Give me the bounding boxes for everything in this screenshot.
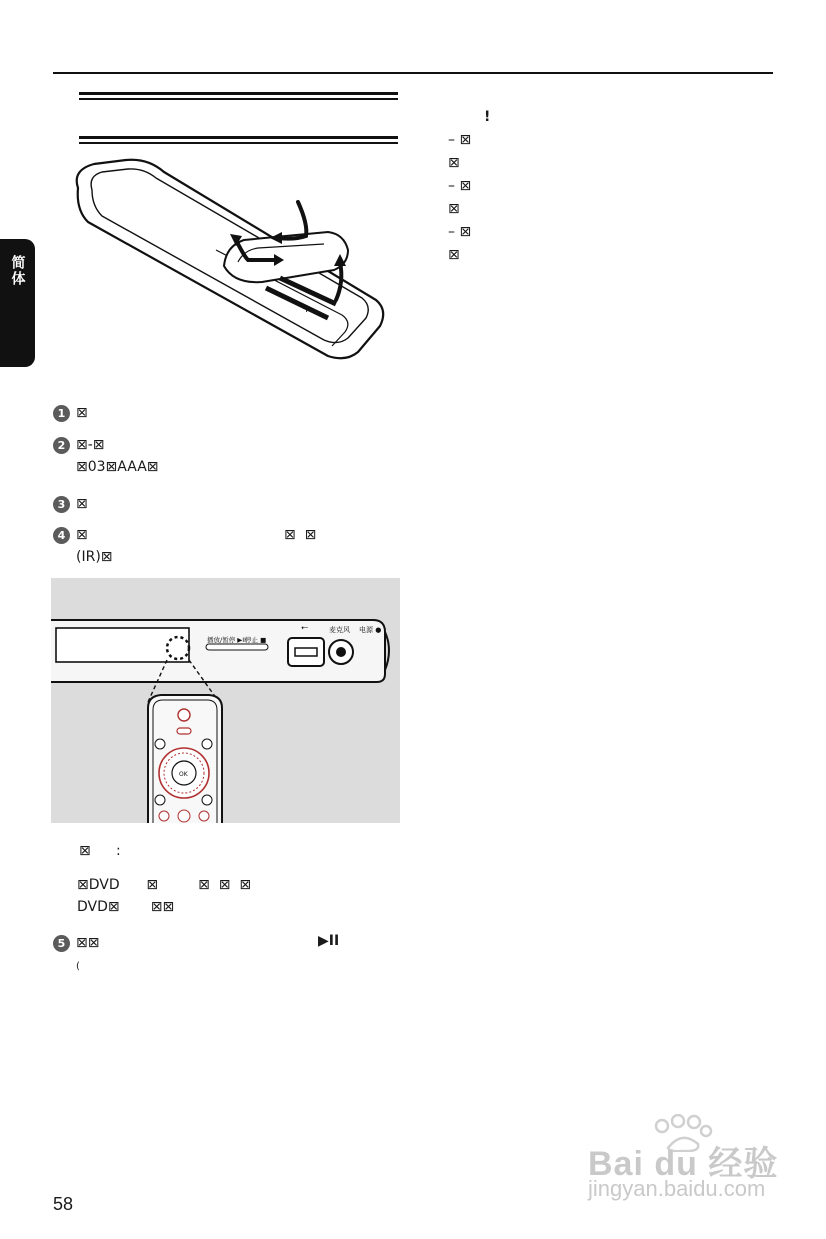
- side-tab-label: 简体: [9, 255, 26, 287]
- caution-item: – ⊠: [448, 132, 472, 148]
- step-text: ⊠: [76, 527, 88, 543]
- step-text-cont: (: [76, 961, 80, 972]
- tip-colon: :: [116, 843, 121, 859]
- step-5: [53, 932, 99, 978]
- watermark-brand: Bai du 经验: [588, 1145, 779, 1183]
- stop-label: 停止 ■: [245, 636, 267, 644]
- section-rule-bottom: [79, 136, 398, 144]
- dvd-player-and-remote: [51, 578, 400, 823]
- device-illustration-panel: [51, 578, 400, 823]
- caution-item: ⊠: [448, 247, 460, 263]
- top-rule: [53, 72, 773, 74]
- step-1: [53, 402, 88, 424]
- watermark-url: jingyan.baidu.com: [588, 1176, 766, 1201]
- caution-item: ⊠: [448, 155, 460, 171]
- step-4-extra: ⊠ ⊠: [284, 527, 317, 543]
- step-text: ⊠⊠: [76, 935, 100, 951]
- play-pause-symbol: ▶II: [318, 933, 340, 949]
- language-side-tab: [0, 239, 35, 367]
- step-text-cont: ⊠03⊠AAA⊠: [76, 459, 159, 475]
- tip-label: ⊠: [79, 843, 91, 859]
- step-number: 2: [53, 437, 70, 454]
- section-rule-top: [79, 92, 398, 100]
- step-number: 5: [53, 935, 70, 952]
- step-number: 3: [53, 496, 70, 513]
- step-2: [53, 434, 159, 478]
- step-text: ⊠: [76, 405, 88, 421]
- mic-label: 麦克风: [329, 626, 350, 634]
- step-number: 1: [53, 405, 70, 422]
- power-label: 电源 ●: [359, 626, 382, 634]
- ok-label: OK: [179, 771, 188, 778]
- caution-item: – ⊠: [448, 224, 472, 240]
- svg-text:+: +: [302, 302, 312, 315]
- tip-line-1: ⊠DVD ⊠ ⊠ ⊠ ⊠: [77, 877, 252, 893]
- play-pause-label: 播放/暂停 ▶II: [207, 636, 247, 644]
- usb-icon: ⭠: [301, 623, 309, 633]
- remote-battery-illustration: [66, 150, 396, 365]
- step-text: ⊠-⊠: [76, 437, 105, 453]
- step-4: [53, 524, 113, 568]
- caution-item: ⊠: [448, 201, 460, 217]
- step-text-cont: (IR)⊠: [76, 549, 113, 565]
- step-number: 4: [53, 527, 70, 544]
- caution-title: !: [484, 109, 491, 125]
- page-number: 58: [53, 1194, 74, 1214]
- step-text: ⊠: [76, 496, 88, 512]
- tip-line-2: DVD⊠ ⊠⊠: [77, 899, 175, 915]
- caution-list: [448, 129, 471, 267]
- caution-item: – ⊠: [448, 178, 472, 194]
- step-3: [53, 493, 88, 515]
